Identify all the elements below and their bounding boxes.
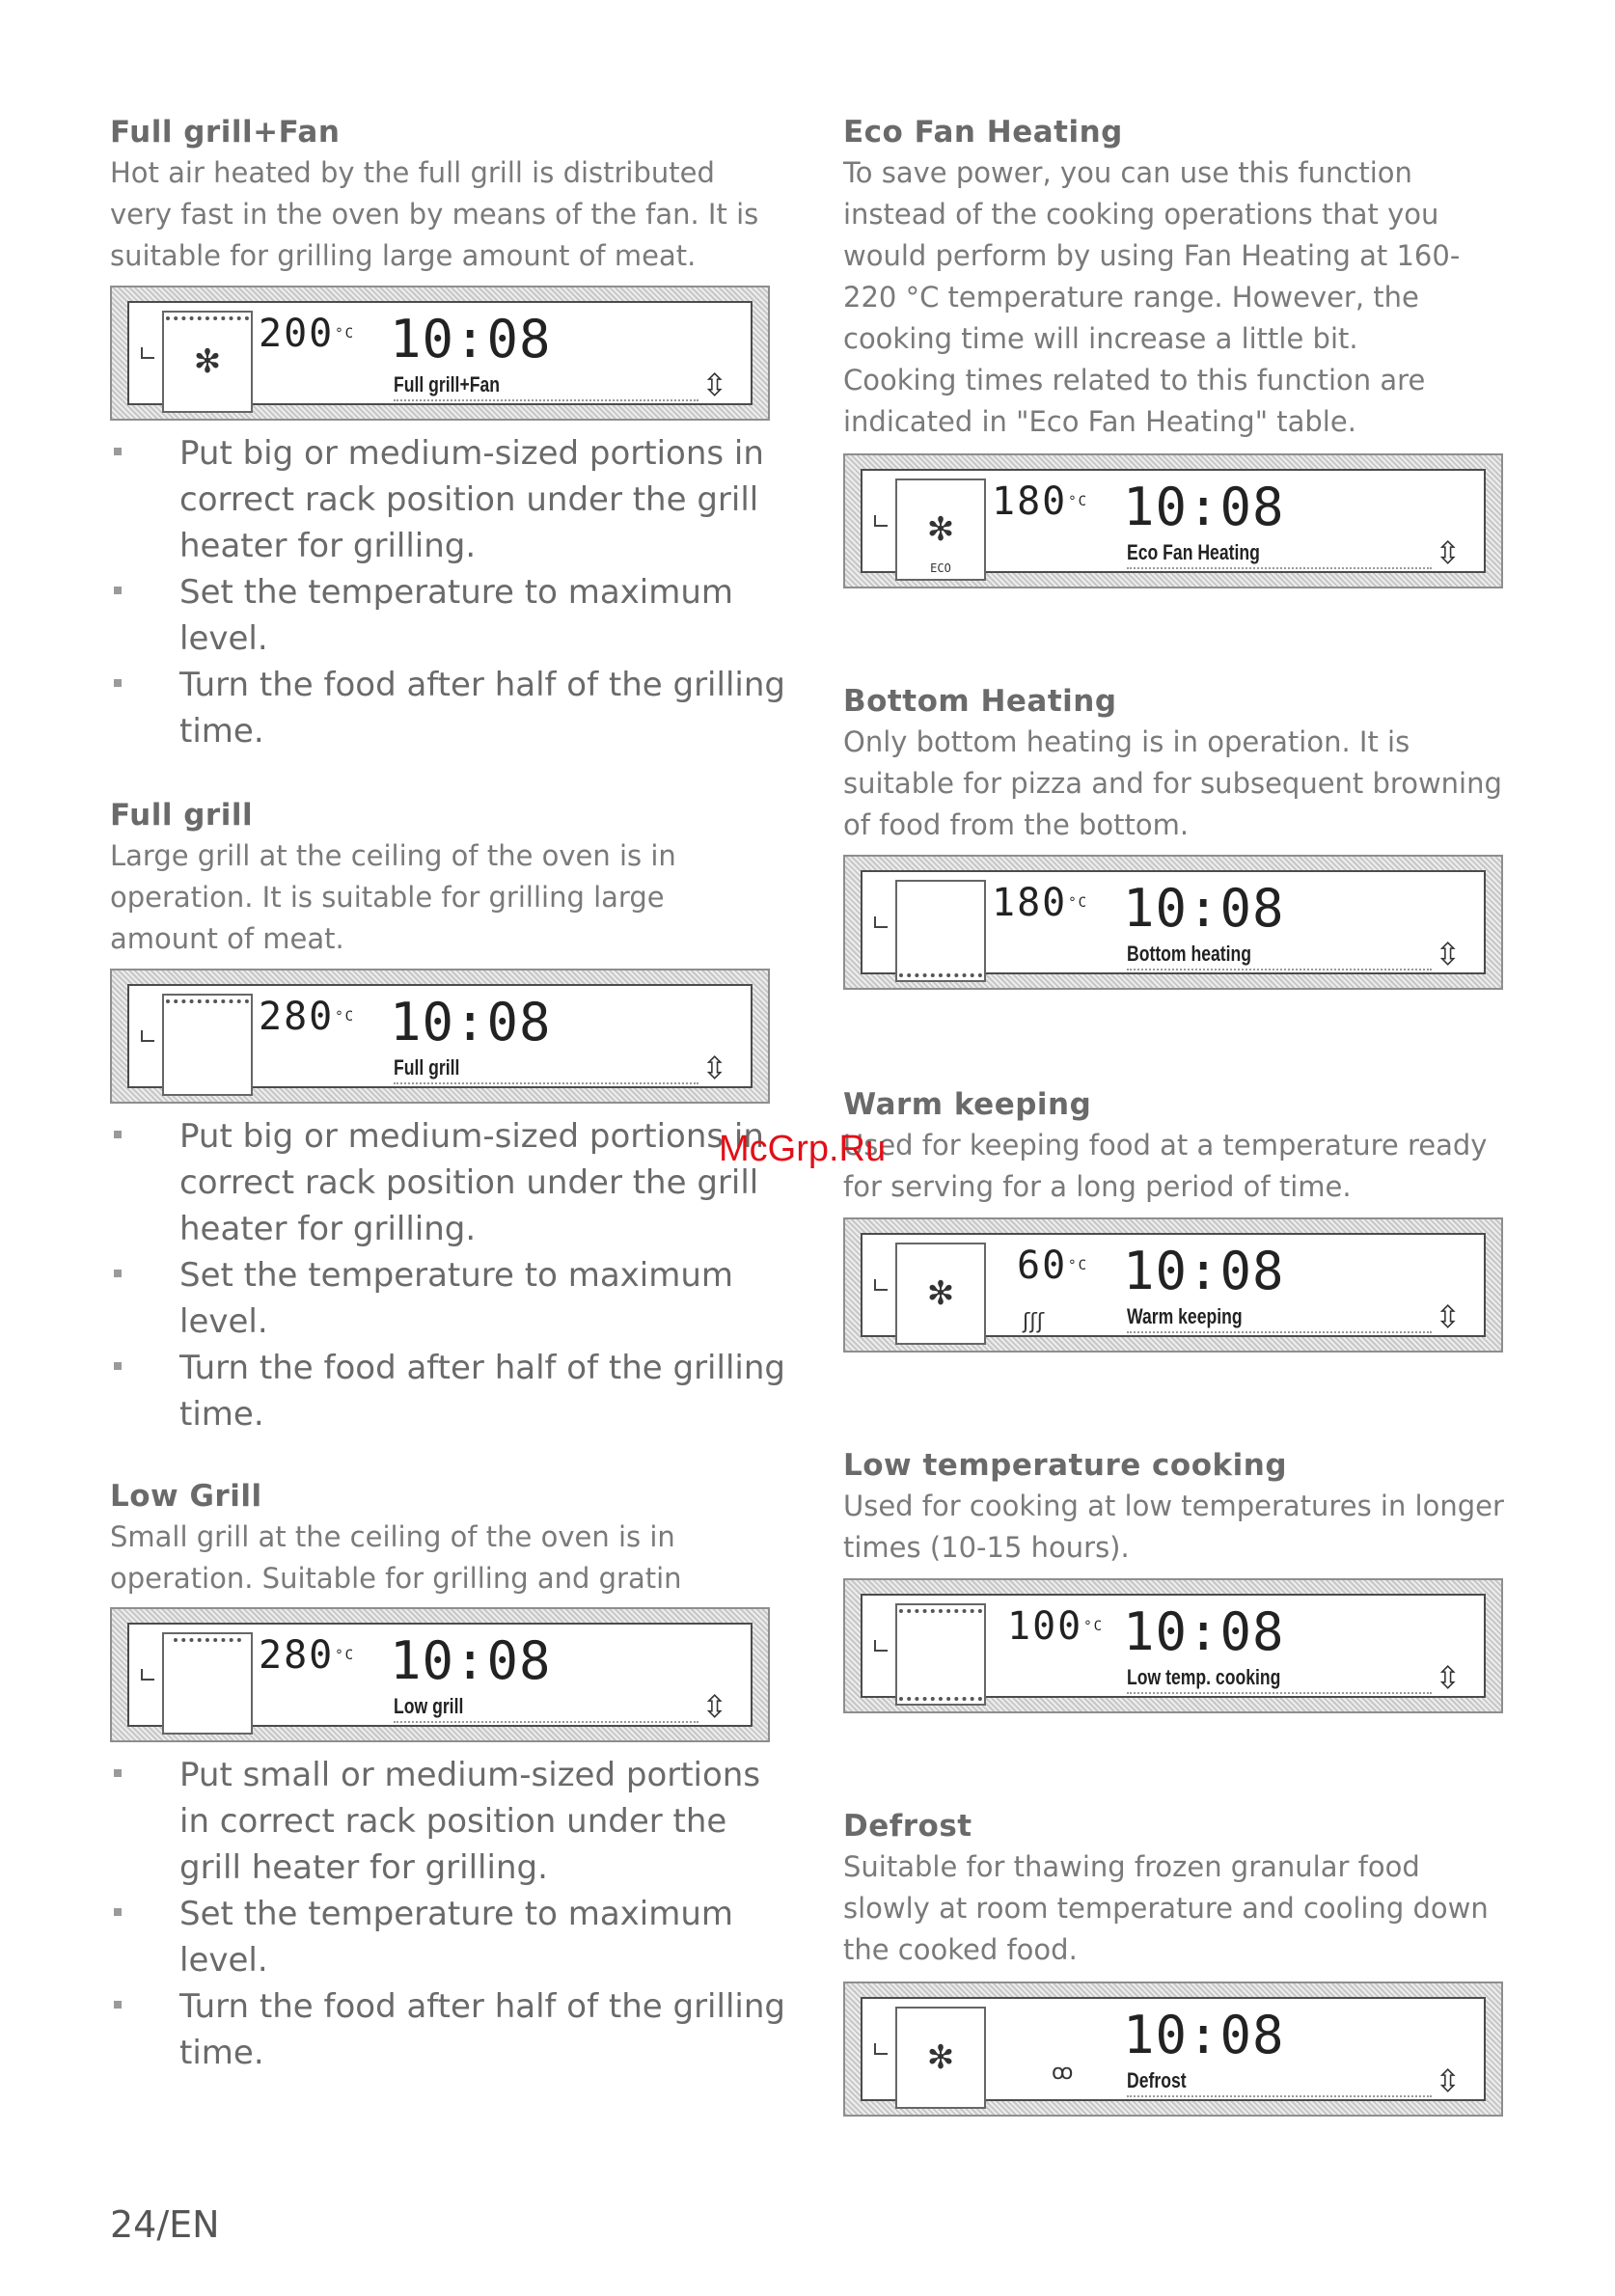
clock-readout: 10:08 [1123, 1241, 1285, 1301]
section-title: Defrost [843, 1809, 972, 1844]
oven-icon [895, 478, 986, 581]
up-down-arrow-icon: ⇳ [1435, 2063, 1461, 2099]
list-item: Turn the food after half of the grilling time. [110, 1983, 785, 2076]
display-screen [127, 984, 753, 1088]
display-panel-defrost [843, 1982, 1503, 2117]
oven-icon [895, 1243, 986, 1345]
display-screen [127, 301, 753, 405]
list-item: Put small or medium-sized portions in correct rack position under the grill heater for grilling. [110, 1752, 785, 1891]
section-description: Used for keeping food at a temperature ready for serving for a long period of time. [843, 1129, 1488, 1203]
display-screen [127, 1623, 753, 1727]
section-warm-keeping [843, 1084, 1509, 1208]
temperature-readout: $280^{^\circ C}$ [259, 995, 356, 1039]
rack-icon [141, 1030, 154, 1042]
mode-label: Full grill [394, 1055, 460, 1080]
oven-icon [162, 994, 253, 1096]
display-screen [861, 1997, 1486, 2101]
section-title: Full grill [110, 798, 254, 833]
rack-icon [141, 1669, 154, 1681]
clock-readout: 10:08 [1123, 878, 1285, 939]
divider [394, 1721, 698, 1723]
up-down-arrow-icon: ⇳ [1435, 936, 1461, 972]
rack-icon [874, 916, 888, 928]
clock-readout: 10:08 [390, 992, 552, 1052]
grill-element-icon [166, 316, 249, 320]
display-panel-eco-fan [843, 453, 1503, 588]
mode-label: Bottom heating [1127, 942, 1252, 966]
temperature-readout: $180^{^\circ C}$ [992, 479, 1089, 524]
list-item: Turn the food after half of the grilling time. [110, 662, 785, 754]
oven-icon [162, 1632, 253, 1735]
clock-readout: 10:08 [390, 1630, 552, 1691]
up-down-arrow-icon: ⇳ [1435, 534, 1461, 571]
section-title: Full grill+Fan [110, 115, 341, 150]
grill-element-icon [166, 999, 249, 1003]
mode-label: Low temp. cooking [1127, 1665, 1281, 1689]
fan-icon: ✻ [926, 510, 955, 549]
watermark: McGrp.Ru [719, 1129, 887, 1169]
section-bottom-heating [843, 681, 1509, 846]
rack-icon [874, 1279, 888, 1291]
section-description: Hot air heated by the full grill is distributed very fast in the oven by means of the fan. It is suitable for grilling large amount of meat. [110, 156, 759, 272]
bottom-element-icon [899, 1697, 982, 1701]
up-down-arrow-icon: ⇳ [1435, 1659, 1461, 1696]
section-title: Warm keeping [843, 1087, 1092, 1122]
oven-icon [895, 880, 986, 982]
section-title: Bottom Heating [843, 684, 1117, 719]
section-description: Suitable for thawing frozen granular food slowly at room temperature and cooling down the cooked food. [843, 1850, 1489, 1966]
oven-icon [895, 2007, 986, 2109]
section-description: Large grill at the ceiling of the oven is in operation. It is suitable for grilling large amount of meat. [110, 839, 676, 955]
temperature-readout: $180^{^\circ C}$ [992, 881, 1089, 925]
list-item: Set the temperature to maximum level. [110, 1252, 785, 1345]
section-description: Only bottom heating is in operation. It is suitable for pizza and for subsequent browning of food from the bottom. [843, 725, 1502, 841]
temperature-readout: $200^{^\circ C}$ [259, 312, 356, 356]
mode-label: Full grill+Fan [394, 372, 501, 396]
display-screen [861, 1233, 1486, 1337]
divider [1127, 2095, 1432, 2097]
grill-element-icon [899, 1609, 982, 1613]
clock-readout: 10:08 [1123, 477, 1285, 537]
list-item: Put big or medium-sized portions in correct rack position under the grill heater for grilling. [110, 1113, 785, 1252]
up-down-arrow-icon: ⇳ [701, 1050, 727, 1086]
display-screen [861, 1594, 1486, 1698]
fan-icon: ✻ [193, 342, 222, 381]
clock-readout: 10:08 [1123, 2005, 1285, 2065]
section-description: Used for cooking at low temperatures in longer times (10-15 hours). [843, 1490, 1504, 1564]
section-full-grill-fan [110, 112, 776, 277]
fan-icon: ✻ [926, 1274, 955, 1313]
up-down-arrow-icon: ⇳ [701, 1688, 727, 1725]
instruction-list [110, 1113, 785, 1437]
rack-icon [874, 515, 888, 527]
list-item: Set the temperature to maximum level. [110, 569, 785, 662]
oven-icon [162, 311, 253, 413]
oven-icon [895, 1603, 986, 1706]
divider [1127, 1331, 1432, 1333]
section-description: To save power, you can use this function instead of the cooking operations that you would perform by using Fan Heating at 160-220 °C temperature range. However, the cooking time will increase a little bit. [843, 156, 1461, 355]
clock-readout: 10:08 [390, 309, 552, 369]
display-screen [861, 870, 1486, 974]
instruction-list [110, 430, 785, 754]
section-description-note: Cooking times related to this function are indicated in "Eco Fan Heating" table. [843, 364, 1426, 438]
fan-icon: ✻ [926, 2038, 955, 2077]
list-item: Set the temperature to maximum level. [110, 1891, 785, 1983]
instruction-list [110, 1752, 785, 2076]
divider [1127, 1692, 1432, 1694]
section-defrost [843, 1806, 1509, 1971]
display-panel-warm-keeping [843, 1217, 1503, 1353]
display-panel-full-grill-fan [110, 286, 770, 421]
section-low-temp-cooking [843, 1445, 1509, 1569]
section-title: Low temperature cooking [843, 1448, 1288, 1483]
heat-symbol-icon: ʃʃʃ [1023, 1310, 1045, 1334]
grill-element-icon [174, 1638, 241, 1642]
mode-label: Low grill [394, 1694, 464, 1718]
defrost-symbol-icon: ꝏ [1052, 2061, 1074, 2085]
page-number: 24/EN [110, 2203, 220, 2246]
temperature-readout: $280^{^\circ C}$ [259, 1633, 356, 1678]
rack-icon [141, 347, 154, 359]
up-down-arrow-icon: ⇳ [1435, 1298, 1461, 1335]
mode-label: Defrost [1127, 2068, 1187, 2092]
section-eco-fan-heating [843, 112, 1509, 443]
list-item: Turn the food after half of the grilling time. [110, 1345, 785, 1437]
up-down-arrow-icon: ⇳ [701, 367, 727, 403]
rack-icon [874, 1640, 888, 1652]
section-title: Eco Fan Heating [843, 115, 1123, 150]
section-title: Low Grill [110, 1479, 262, 1514]
divider [1127, 567, 1432, 569]
temperature-readout: $100^{^\circ C}$ [1007, 1604, 1105, 1649]
bottom-element-icon [899, 973, 982, 977]
mode-label: Warm keeping [1127, 1304, 1243, 1328]
temperature-readout: $60^{^\circ C}$ [1017, 1244, 1089, 1288]
display-screen [861, 469, 1486, 573]
mode-label: Eco Fan Heating [1127, 540, 1260, 564]
display-panel-bottom-heating [843, 855, 1503, 990]
display-panel-low-temp [843, 1578, 1503, 1713]
section-description: Small grill at the ceiling of the oven is in operation. Suitable for grilling and gratin [110, 1520, 682, 1595]
list-item: Put big or medium-sized portions in correct rack position under the grill heater for grilling. [110, 430, 785, 569]
divider [394, 399, 698, 401]
rack-icon [874, 2043, 888, 2055]
eco-badge: ECO [930, 561, 951, 575]
divider [1127, 969, 1432, 970]
clock-readout: 10:08 [1123, 1601, 1285, 1662]
section-full-grill [110, 795, 776, 960]
display-panel-low-grill [110, 1607, 770, 1742]
divider [394, 1082, 698, 1084]
display-panel-full-grill [110, 969, 770, 1104]
